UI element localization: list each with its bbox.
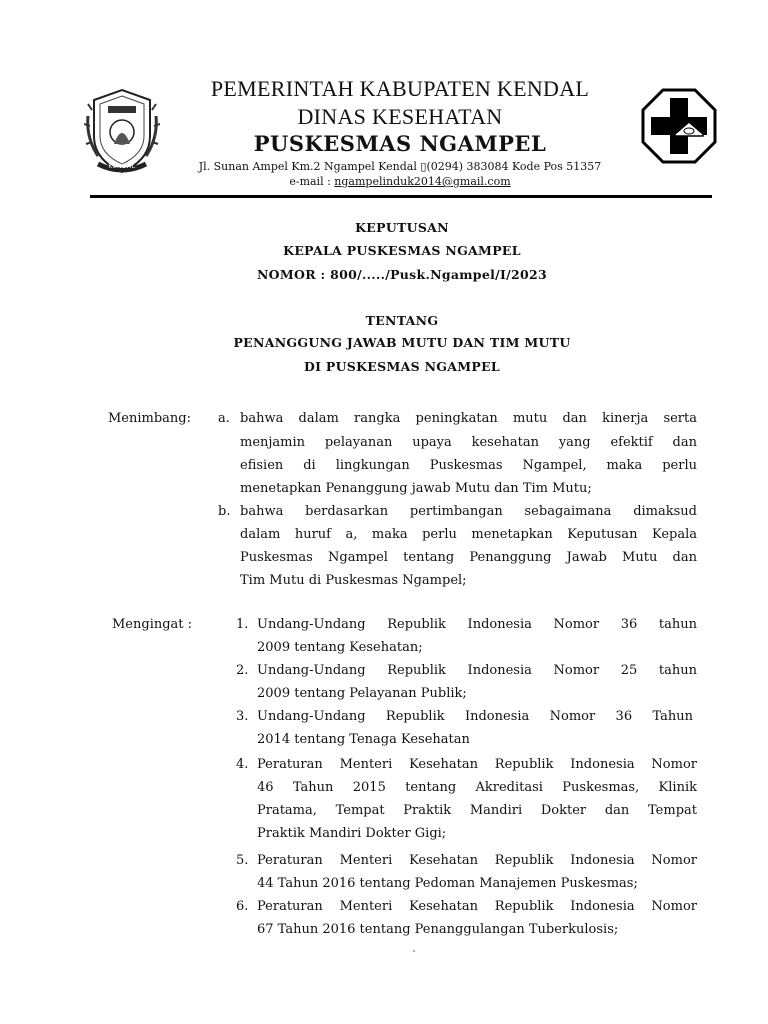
page-speck bbox=[413, 950, 415, 952]
mengingat-marker-4: 4. bbox=[236, 757, 249, 772]
mengingat-4-line-1: Peraturan Menteri Kesehatan Republik Indonesia Nomor bbox=[257, 757, 697, 772]
puskesmas-cross-logo bbox=[641, 88, 717, 164]
menimbang-a-line-1: bahwa dalam rangka peningkatan mutu dan kinerja serta bbox=[240, 411, 697, 426]
letterhead-government: PEMERINTAH KABUPATEN KENDAL bbox=[210, 76, 590, 101]
decree-number: NOMOR : 800/...../Pusk.Ngampel/I/2023 bbox=[256, 267, 548, 282]
menimbang-b-line-2: dalam huruf a, maka perlu menetapkan Keputusan Kepala bbox=[240, 527, 697, 542]
mengingat-marker-6: 6. bbox=[236, 899, 249, 914]
email-prefix: e-mail : bbox=[289, 175, 335, 188]
menimbang-b-line-4: Tim Mutu di Puskesmas Ngampel; bbox=[240, 573, 467, 588]
mengingat-marker-2: 2. bbox=[236, 663, 249, 678]
decree-title: KEPUTUSAN bbox=[355, 220, 449, 235]
mengingat-2-line-2: 2009 tentang Pelayanan Publik; bbox=[257, 686, 467, 701]
letterhead-department: DINAS KESEHATAN bbox=[297, 104, 503, 129]
mengingat-3-line-1: Undang-Undang Republik Indonesia Nomor 36 Tahun bbox=[257, 709, 693, 724]
mengingat-5-line-1: Peraturan Menteri Kesehatan Republik Indonesia Nomor bbox=[257, 853, 697, 868]
mengingat-1-line-2: 2009 tentang Kesehatan; bbox=[257, 640, 423, 655]
menimbang-a-line-4: menetapkan Penanggung jawab Mutu dan Tim Mutu; bbox=[240, 481, 592, 496]
mengingat-3-line-2: 2014 tentang Tenaga Kesehatan bbox=[257, 732, 470, 747]
mengingat-6-line-2: 67 Tahun 2016 tentang Penanggulangan Tuberkulosis; bbox=[257, 922, 619, 937]
menimbang-label: Menimbang: bbox=[108, 411, 192, 426]
menimbang-marker-b: b. bbox=[218, 504, 231, 519]
mengingat-marker-3: 3. bbox=[236, 709, 249, 724]
letterhead-address: Jl. Sunan Ampel Km.2 Ngampel Kendal ▯(0294) 383084 Kode Pos 51357 bbox=[198, 160, 602, 173]
menimbang-marker-a: a. bbox=[218, 411, 230, 426]
menimbang-a-line-3: efisien di lingkungan Puskesmas Ngampel, maka perlu bbox=[240, 458, 697, 473]
letterhead-divider bbox=[90, 195, 712, 198]
emblem-ribbon-text: KENDAL bbox=[108, 163, 136, 170]
decree-about: TENTANG bbox=[365, 313, 439, 328]
mengingat-6-line-1: Peraturan Menteri Kesehatan Republik Indonesia Nomor bbox=[257, 899, 697, 914]
decree-issuer: KEPALA PUSKESMAS NGAMPEL bbox=[283, 243, 521, 258]
mengingat-1-line-1: Undang-Undang Republik Indonesia Nomor 36 tahun bbox=[257, 617, 697, 632]
menimbang-b-line-3: Puskesmas Ngampel tentang Penanggung Jawab Mutu dan bbox=[240, 550, 697, 565]
letterhead-email-line bbox=[160, 175, 640, 188]
mengingat-marker-5: 5. bbox=[236, 853, 249, 868]
letterhead-institution: PUSKESMAS NGAMPEL bbox=[253, 131, 547, 156]
decree-subject-line-1: PENANGGUNG JAWAB MUTU DAN TIM MUTU bbox=[233, 335, 571, 350]
mengingat-label: Mengingat : bbox=[112, 617, 193, 632]
mengingat-5-line-2: 44 Tahun 2016 tentang Pedoman Manajemen Puskesmas; bbox=[257, 876, 638, 891]
mengingat-marker-1: 1. bbox=[236, 617, 249, 632]
mengingat-4-line-3: Pratama, Tempat Praktik Mandiri Dokter dan Tempat bbox=[257, 803, 697, 818]
menimbang-b-line-1: bahwa berdasarkan pertimbangan sebagaimana dimaksud bbox=[240, 504, 697, 519]
email-link[interactable]: ngampelinduk2014@gmail.com bbox=[334, 175, 511, 188]
mengingat-4-line-4: Praktik Mandiri Dokter Gigi; bbox=[257, 826, 447, 841]
kendal-regency-emblem bbox=[84, 86, 160, 178]
decree-subject-line-2: DI PUSKESMAS NGAMPEL bbox=[303, 359, 501, 374]
menimbang-a-line-2: menjamin pelayanan upaya kesehatan yang efektif dan bbox=[240, 435, 697, 450]
mengingat-2-line-1: Undang-Undang Republik Indonesia Nomor 25 tahun bbox=[257, 663, 697, 678]
mengingat-4-line-2: 46 Tahun 2015 tentang Akreditasi Puskesmas, Klinik bbox=[257, 780, 697, 795]
